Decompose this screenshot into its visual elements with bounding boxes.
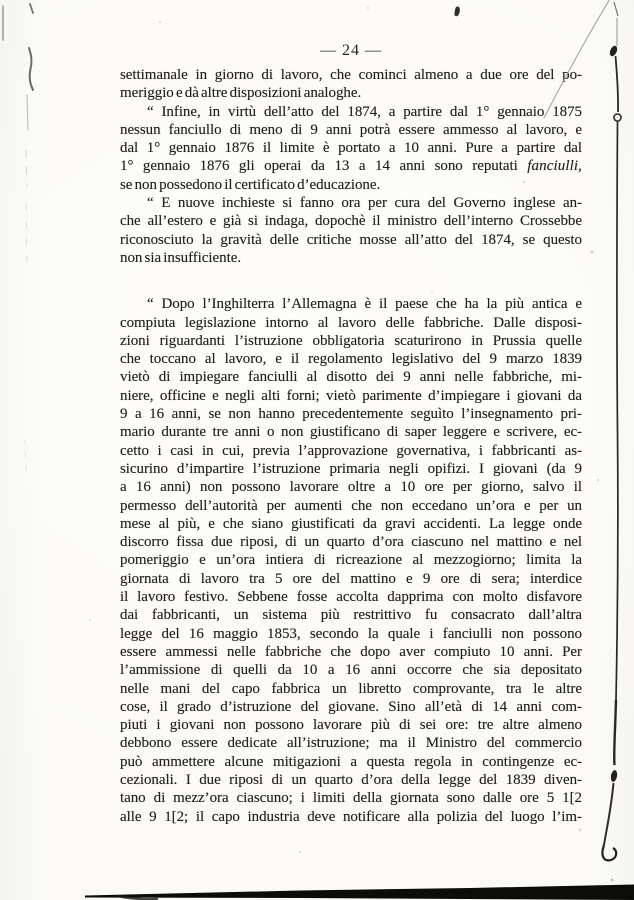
bottom-shadow-smudge xyxy=(118,896,158,899)
text-line: cezionali. I due riposi di un quarto d’ora della legge del 1839 diven- xyxy=(120,771,582,788)
text-line: mario durante tre anni o non giustificano di saper leggere e scrivere, ec- xyxy=(120,424,582,441)
text-line: nelle mani del capo fabbrica un libretto comprovante, tra le altre xyxy=(120,680,582,697)
text-line: nessun fanciullo di meno di 9 anni potrà essere ammesso al lavoro, e xyxy=(120,121,582,138)
text-line: settimanale in giorno di lavoro, che cominci almeno a due ore del po- xyxy=(120,67,582,83)
text-line: “ Dopo l’Inghilterra l’Allemagna è il paese che ha la più antica e xyxy=(147,296,582,313)
text-line: compiuta legislazione intorno al lavoro delle fabbriche. Dalle disposi- xyxy=(120,314,582,331)
text-line: che toccano al lavoro, e il regolamento legislativo del 9 marzo 1839 xyxy=(120,351,582,368)
paragraph xyxy=(120,103,582,194)
text-line: essere ammessi nelle fabbriche che dopo aver compiuto 10 anni. Per xyxy=(120,643,582,660)
text-line: l’ammissione di quelli da 10 a 16 anni occorre che sia depositato xyxy=(120,662,582,679)
text-line: dal 1° gennaio 1876 il limite è portato a 10 anni. Pure a partire dal xyxy=(120,140,582,157)
text-line: “ Infine, in virtù dell’atto del 1874, a partire dal 1° gennaio 1875 xyxy=(147,103,582,120)
text-line: non sia insufficiente. xyxy=(120,249,242,266)
text-line: 9 a 16 anni, se non hanno precedentemente seguìto l’insegnamento pri- xyxy=(120,406,582,423)
text-line: niere, officine e negli alti forni; vietò parimente d’impiegare i giovani da xyxy=(120,387,582,404)
text-line: piuti i giovani non possono lavorare più di sei ore: tre altre almeno xyxy=(120,717,582,734)
text-line: il lavoro festivo. Sebbene fosse accolta dapprima con molto disfavore xyxy=(120,589,582,606)
text-line: tano di mezz’ora ciascuno; i limiti della giornata sono dalle ore 5 1[2 xyxy=(120,790,582,807)
text-line: 1° gennaio 1876 gli operai da 13 a 14 anni sono reputati fanciulli, xyxy=(120,158,582,175)
text-line: che all’estero e già si indaga, dopochè il ministro dell’interno Crossebbe xyxy=(120,213,582,230)
text-line: a 16 anni) non possono lavorare oltre a 10 ore per giorno, salvo il xyxy=(120,479,582,496)
text-line: sicurino d’impartire l’istruzione primaria negli opifizi. I giovani (da 9 xyxy=(120,460,582,477)
text-line: discorro fissa due riposi, di un quarto d’ora ciascuno nel mattino e nel xyxy=(120,534,582,551)
paragraph xyxy=(120,194,582,267)
text-line: permesso dell’autorità per aumenti che non eccedano un’ora e per un xyxy=(120,497,582,514)
text-line: se non possedono il certificato d’educazione. xyxy=(120,176,381,193)
ink-speck xyxy=(454,7,459,17)
text-column xyxy=(120,66,582,826)
bottom-scan-shadow xyxy=(85,885,634,900)
text-line: mese al più, e che siano giustificati da gravi accidenti. La legge onde xyxy=(120,515,582,532)
page-number-header: — 24 — xyxy=(320,42,382,59)
text-line: legge del 16 maggio 1853, secondo la quale i fanciulli non possono xyxy=(120,625,582,642)
text-line: zioni riguardanti l’istruzione obbligatoria scaturirono in Prussia quelle xyxy=(120,332,582,349)
text-line: alle 9 1[2; il capo industria deve notificare alla polizia del luogo l’im- xyxy=(120,808,582,825)
text-line: può ammettere alcune mitigazioni a questa regola in contingenze ec- xyxy=(120,753,582,770)
text-line: pomeriggio e un’ora intiera di ricreazione al mezzogiorno; limita la xyxy=(120,552,582,569)
text-line: riconosciuto la gravità delle critiche mosse all’atto del 1874, se questo xyxy=(120,231,582,248)
text-line: meriggio e dà altre disposizioni analoghe. xyxy=(120,85,362,102)
paragraph xyxy=(120,295,582,826)
paragraph xyxy=(120,66,582,103)
text-line: “ E nuove inchieste si fanno ora per cura del Governo inglese an- xyxy=(147,195,582,212)
text-line: cetto i casi in cui, previa l’approvazione governativa, i fabbricanti as- xyxy=(120,442,582,459)
margin-smudge xyxy=(3,4,33,470)
text-line: vietò di impiegare fanciulli al disotto dei 9 anni nelle fabbriche, mi- xyxy=(120,369,582,386)
text-line: debbono essere dedicate all’istruzione; ma il Ministro del commercio xyxy=(120,735,582,752)
text-line: giornata di lavoro tra 5 ore del mattino e 9 ore di sera; interdice xyxy=(120,570,582,587)
text-line: dai fabbricanti, un sistema più restrittivo fu consacrato dall’altra xyxy=(120,607,582,624)
scan-thread-artifact xyxy=(602,2,621,860)
text-line: cose, il grado d’istruzione del giovane. Sino all’età di 14 anni com- xyxy=(120,698,582,715)
